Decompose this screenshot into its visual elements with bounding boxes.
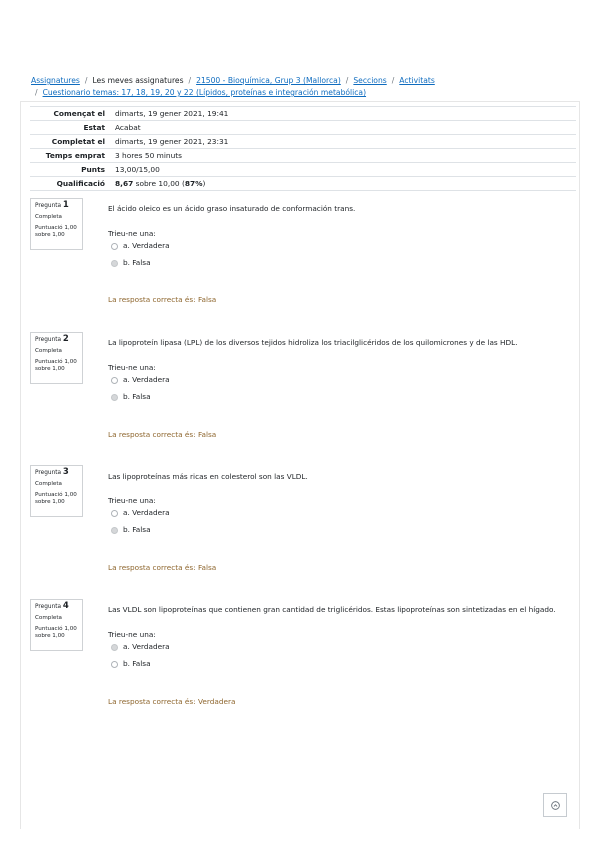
breadcrumb-course[interactable]: 21500 - Bioquímica, Grup 3 (Mallorca)	[196, 76, 341, 85]
summary-label: Temps emprat	[45, 151, 105, 160]
option-label: a. Verdadera	[123, 508, 170, 517]
answer-option[interactable]	[111, 508, 170, 518]
summary-value: dimarts, 19 gener 2021, 23:31	[115, 137, 229, 146]
question-text: Las VLDL son lipoproteínas que contienen gran cantidad de triglicéridos. Estas lipoproteínas son sintetizadas en el hígado.	[108, 605, 556, 614]
option-label: a. Verdadera	[123, 241, 170, 250]
answer-option[interactable]	[111, 392, 151, 402]
question-text: El ácido oleico es un ácido graso insaturado de conformación trans.	[108, 204, 356, 213]
summary-row	[30, 121, 576, 135]
summary-grade-value	[112, 177, 205, 190]
question-info-box	[30, 465, 83, 517]
summary-value: 3 hores 50 minuts	[115, 151, 183, 160]
summary-row	[30, 135, 576, 149]
summary-value: 13,00/15,00	[115, 165, 160, 174]
answer-prompt: Trieu-ne una:	[108, 363, 156, 372]
question-state: Completa	[35, 481, 62, 487]
option-label: b. Falsa	[123, 258, 151, 267]
option-label: a. Verdadera	[123, 642, 170, 651]
question-info-box	[30, 332, 83, 384]
summary-row	[30, 177, 576, 191]
grade-score: 8,67	[115, 179, 134, 188]
option-label: b. Falsa	[123, 392, 151, 401]
grade-close: )	[202, 179, 206, 188]
question-text: La lipoproteín lipasa (LPL) de los diversos tejidos hidroliza los triacilglicéridos de los quilomicrones y de las HDL.	[108, 338, 518, 347]
breadcrumb-activitats[interactable]: Activitats	[399, 76, 435, 85]
breadcrumb-separator: /	[35, 88, 38, 97]
right-answer: La resposta correcta és: Falsa	[108, 563, 217, 572]
question-grade: Puntuació 1,00 sobre 1,00	[35, 492, 77, 505]
right-answer: La resposta correcta és: Verdadera	[108, 697, 236, 706]
answer-option[interactable]	[111, 525, 151, 535]
answer-prompt: Trieu-ne una:	[108, 229, 156, 238]
answer-option[interactable]	[111, 659, 151, 669]
radio-button-selected[interactable]	[111, 527, 118, 534]
radio-button[interactable]	[111, 243, 118, 250]
breadcrumb	[31, 75, 576, 99]
question-grade: Puntuació 1,00 sobre 1,00	[35, 359, 77, 372]
breadcrumb-separator: /	[391, 76, 395, 85]
summary-row	[30, 163, 576, 177]
radio-button-selected[interactable]	[111, 644, 118, 651]
summary-row	[30, 107, 576, 121]
radio-button[interactable]	[111, 510, 118, 517]
right-answer: La resposta correcta és: Falsa	[108, 430, 217, 439]
summary-row	[30, 149, 576, 163]
back-to-top-button[interactable]	[543, 793, 567, 817]
breadcrumb-separator: /	[188, 76, 192, 85]
question-number: Pregunta 2	[35, 334, 69, 344]
answer-option[interactable]	[111, 241, 170, 251]
radio-button[interactable]	[111, 661, 118, 668]
attempt-summary-table	[30, 106, 576, 191]
answer-prompt: Trieu-ne una:	[108, 630, 156, 639]
question-grade: Puntuació 1,00 sobre 1,00	[35, 626, 77, 639]
question-state: Completa	[35, 615, 62, 621]
chevron-up-icon	[551, 801, 560, 810]
grade-scale: sobre 10,00 (	[133, 179, 185, 188]
summary-value: Acabat	[115, 123, 141, 132]
question-number: Pregunta 4	[35, 601, 69, 611]
question-state: Completa	[35, 348, 62, 354]
question-text: Las lipoproteínas más ricas en colesterol son las VLDL.	[108, 472, 308, 481]
breadcrumb-quiz[interactable]: Cuestionario temas: 17, 18, 19, 20 y 22 (Lípidos, proteínas e integración metabólica)	[42, 88, 367, 97]
radio-button[interactable]	[111, 377, 118, 384]
answer-option[interactable]	[111, 375, 170, 385]
question-info-box	[30, 599, 83, 651]
grade-percent: 87%	[184, 179, 203, 188]
option-label: a. Verdadera	[123, 375, 170, 384]
question-number: Pregunta 3	[35, 467, 69, 477]
breadcrumb-separator: /	[84, 76, 88, 85]
radio-button-selected[interactable]	[111, 394, 118, 401]
question-info-box	[30, 198, 83, 250]
question-state: Completa	[35, 214, 62, 220]
answer-option[interactable]	[111, 642, 170, 652]
option-label: b. Falsa	[123, 659, 151, 668]
answer-prompt: Trieu-ne una:	[108, 496, 156, 505]
summary-label: Completat el	[51, 137, 105, 146]
summary-value: dimarts, 19 gener 2021, 19:41	[115, 109, 229, 118]
breadcrumb-seccions[interactable]: Seccions	[353, 76, 387, 85]
breadcrumb-separator: /	[345, 76, 349, 85]
answer-option[interactable]	[111, 258, 151, 268]
summary-label: Qualificació	[56, 179, 105, 188]
question-number: Pregunta 1	[35, 200, 69, 210]
breadcrumb-assignatures[interactable]: Assignatures	[31, 76, 80, 85]
option-label: b. Falsa	[123, 525, 151, 534]
right-answer: La resposta correcta és: Falsa	[108, 295, 217, 304]
question-grade: Puntuació 1,00 sobre 1,00	[35, 225, 77, 238]
summary-label: Punts	[81, 165, 105, 174]
summary-label: Estat	[83, 123, 105, 132]
radio-button-selected[interactable]	[111, 260, 118, 267]
summary-label: Començat el	[53, 109, 105, 118]
breadcrumb-les-meves-assignatures: Les meves assignatures	[92, 76, 184, 85]
